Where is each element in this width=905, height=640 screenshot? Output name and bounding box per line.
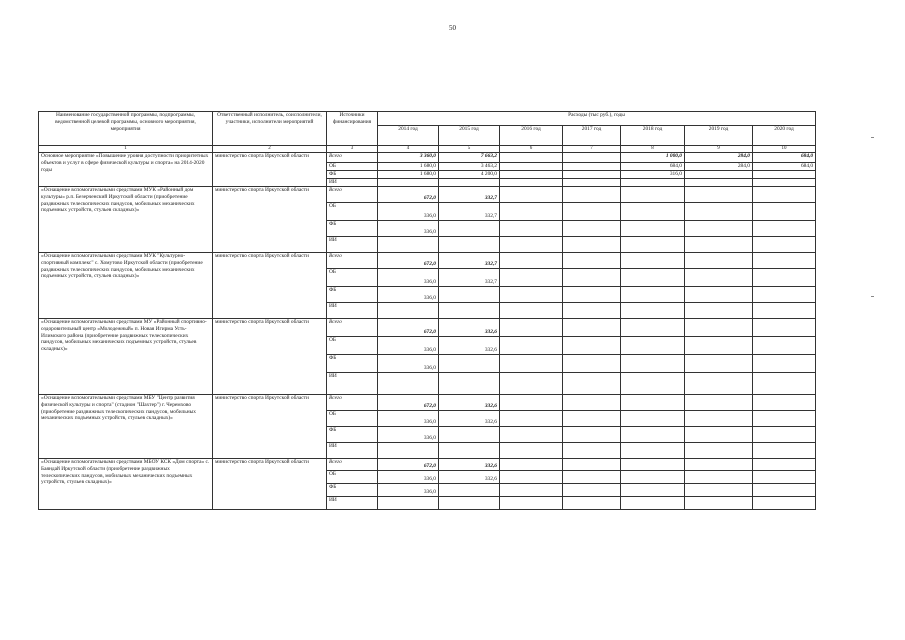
- event-name: «Оснащение вспомогательными средствами МУ «Районный спортивно-оздоровительный центр «Молодежный» п. Новая Игирма Усть-Илимского района (приобретение раздвижных телескопических пандусов, мобильных механических подъемных устройств, стульев складных)»: [39, 319, 213, 395]
- expense-value: [500, 319, 563, 337]
- expense-value: [621, 373, 685, 395]
- expense-value: [563, 203, 621, 221]
- expense-value: [753, 373, 816, 395]
- expense-value: [685, 203, 753, 221]
- funding-source: Всего: [327, 187, 378, 203]
- expense-value: [563, 237, 621, 253]
- event-executor: министерство спорта Иркутской области: [213, 253, 327, 319]
- event-name: «Оснащение вспомогательными средствами МБОУ КСК «Дом спорта» с. Баяндай Иркутской области (приобретение раздвижных телескопических пандусов, мобильных механических подъемных устройств, стульев складных)»: [39, 459, 213, 510]
- expense-value: 336,0: [378, 471, 439, 484]
- expense-value: [753, 303, 816, 319]
- expense-value: [685, 497, 753, 510]
- expense-value: [685, 253, 753, 269]
- column-number: 4: [378, 146, 439, 153]
- expense-value: [563, 355, 621, 373]
- column-number: 3: [327, 146, 378, 153]
- expense-value: [685, 427, 753, 443]
- funding-source: ИИ: [327, 179, 378, 187]
- expense-value: 672,0: [378, 395, 439, 411]
- column-number: 9: [685, 146, 753, 153]
- expense-value: 316,0: [621, 171, 685, 179]
- funding-source: ИИ: [327, 497, 378, 510]
- scan-mark: [871, 137, 874, 138]
- expense-value: 3 360,0: [378, 153, 439, 163]
- expense-value: [500, 337, 563, 355]
- expense-value: [500, 163, 563, 171]
- expense-value: [753, 395, 816, 411]
- expense-value: 672,0: [378, 459, 439, 471]
- expense-value: [621, 203, 685, 221]
- expense-value: [563, 459, 621, 471]
- expense-value: 332,6: [439, 395, 500, 411]
- funding-source: ФБ: [327, 355, 378, 373]
- header-year: 2019 год: [685, 126, 753, 146]
- expense-value: [500, 355, 563, 373]
- expense-value: [621, 471, 685, 484]
- header-sources: Источники финансирования: [327, 112, 378, 146]
- funding-source: ИИ: [327, 443, 378, 459]
- expense-value: [500, 171, 563, 179]
- funding-source: ОБ: [327, 269, 378, 287]
- column-number: 1: [39, 146, 213, 153]
- funding-source: Всего: [327, 253, 378, 269]
- event-executor: министерство спорта Иркутской области: [213, 187, 327, 253]
- expense-value: [500, 497, 563, 510]
- expense-value: [439, 355, 500, 373]
- expense-value: [563, 163, 621, 171]
- expense-value: 336,0: [378, 411, 439, 427]
- funding-source: ФБ: [327, 484, 378, 497]
- expense-value: 3 463,2: [439, 163, 500, 171]
- expense-value: [621, 395, 685, 411]
- expense-value: [685, 373, 753, 395]
- expense-value: 672,0: [378, 253, 439, 269]
- expense-value: [753, 337, 816, 355]
- column-number: 6: [500, 146, 563, 153]
- expense-value: 336,0: [378, 355, 439, 373]
- expense-value: [500, 303, 563, 319]
- expense-value: [685, 187, 753, 203]
- expense-value: [621, 269, 685, 287]
- expense-value: [685, 287, 753, 303]
- header-name: Наименование государственной программы, подпрограммы, ведомственной целевой программы, основного мероприятия, мероприятия: [39, 112, 213, 146]
- expense-value: [753, 203, 816, 221]
- expense-value: [378, 179, 439, 187]
- expense-value: [753, 287, 816, 303]
- expense-value: [563, 287, 621, 303]
- table-row: [39, 319, 816, 337]
- expense-value: [753, 253, 816, 269]
- funding-source: ФБ: [327, 287, 378, 303]
- expense-value: [753, 411, 816, 427]
- expense-value: [500, 153, 563, 163]
- event-executor: министерство спорта Иркутской области: [213, 319, 327, 395]
- header-year: 2018 год: [621, 126, 685, 146]
- expense-value: [500, 269, 563, 287]
- table-row: [39, 253, 816, 269]
- expense-value: [753, 269, 816, 287]
- expense-value: [621, 411, 685, 427]
- expense-value: [563, 373, 621, 395]
- funding-source: ОБ: [327, 163, 378, 171]
- expense-value: [563, 497, 621, 510]
- expense-value: [563, 171, 621, 179]
- expense-value: [500, 287, 563, 303]
- expense-value: 332,6: [439, 319, 500, 337]
- expense-value: [621, 221, 685, 237]
- expense-value: [621, 497, 685, 510]
- funding-source: ИИ: [327, 373, 378, 395]
- event-name: «Оснащение вспомогательными средствами МБУ "Центр развития физической культуры и спорта" (стадион "Шахтер") г. Черемхово (приобретение раздвижных телескопических пандусов, мобильных механических подъемных устройств, стульев складных)»: [39, 395, 213, 459]
- expense-value: [685, 411, 753, 427]
- expense-value: [753, 459, 816, 471]
- expense-value: [753, 171, 816, 179]
- expenses-table: [38, 111, 816, 510]
- expense-value: [563, 395, 621, 411]
- expense-value: 684,0: [621, 163, 685, 171]
- expense-value: 336,0: [378, 337, 439, 355]
- expense-value: 336,0: [378, 269, 439, 287]
- table-row: [39, 459, 816, 471]
- expense-value: [378, 237, 439, 253]
- column-number: 2: [213, 146, 327, 153]
- expense-value: 332,6: [439, 471, 500, 484]
- funding-source: ФБ: [327, 427, 378, 443]
- expense-value: [753, 355, 816, 373]
- expense-value: [439, 373, 500, 395]
- expense-value: [563, 153, 621, 163]
- expense-value: [439, 303, 500, 319]
- expense-value: 684,0: [753, 163, 816, 171]
- expense-value: [563, 253, 621, 269]
- column-number: 7: [563, 146, 621, 153]
- expense-value: [753, 443, 816, 459]
- header-year: 2020 год: [753, 126, 816, 146]
- expense-value: [378, 373, 439, 395]
- table-row: [39, 153, 816, 163]
- expense-value: [685, 221, 753, 237]
- expense-value: [378, 443, 439, 459]
- header-year: 2017 год: [563, 126, 621, 146]
- expense-value: [685, 319, 753, 337]
- expense-value: [439, 427, 500, 443]
- expense-value: [685, 395, 753, 411]
- expense-value: [563, 319, 621, 337]
- expense-value: [563, 443, 621, 459]
- expense-value: [621, 303, 685, 319]
- header-expenses: Расходы (тыс руб.), годы: [378, 112, 816, 126]
- expense-value: [563, 187, 621, 203]
- expense-value: [753, 471, 816, 484]
- expense-value: [439, 287, 500, 303]
- funding-source: ФБ: [327, 221, 378, 237]
- event-executor: министерство спорта Иркутской области: [213, 395, 327, 459]
- expense-value: [753, 484, 816, 497]
- expense-value: [500, 373, 563, 395]
- expense-value: [753, 221, 816, 237]
- expense-value: 672,0: [378, 187, 439, 203]
- expense-value: [500, 411, 563, 427]
- expense-value: [500, 443, 563, 459]
- expense-value: [685, 337, 753, 355]
- expense-value: [621, 337, 685, 355]
- expense-value: [563, 303, 621, 319]
- event-name: «Оснащение вспомогательными средствами МУК «Районный дом культуры» р.п. Безерченский Иркутской области (приобретение раздвижных телескопических пандусов, мобильных механических подъемных устройств, стульев складных)»: [39, 187, 213, 253]
- expense-value: [563, 337, 621, 355]
- column-number: 10: [753, 146, 816, 153]
- funding-source: ИИ: [327, 237, 378, 253]
- expense-value: 1 680,0: [378, 171, 439, 179]
- expense-value: [685, 443, 753, 459]
- table-row: [39, 187, 816, 203]
- expense-value: [563, 179, 621, 187]
- expense-value: [378, 497, 439, 510]
- event-executor: министерство спорта Иркутской области: [213, 459, 327, 510]
- column-number: 5: [439, 146, 500, 153]
- expense-value: [439, 443, 500, 459]
- expense-value: 336,0: [378, 484, 439, 497]
- expense-value: 332,7: [439, 203, 500, 221]
- expense-value: [563, 411, 621, 427]
- expense-value: [685, 471, 753, 484]
- event-name: Основное мероприятие «Повышение уровня доступности приоритетных объектов и услуг в сфере физической культуры и спорта» на 2014-2020 годы: [39, 153, 213, 187]
- expense-value: [500, 179, 563, 187]
- column-number: 8: [621, 146, 685, 153]
- expense-value: [753, 179, 816, 187]
- expense-value: [621, 253, 685, 269]
- expense-value: [500, 253, 563, 269]
- expense-value: [500, 395, 563, 411]
- expense-value: [563, 221, 621, 237]
- expense-value: 332,7: [439, 269, 500, 287]
- expense-value: [621, 237, 685, 253]
- expense-value: 1 680,0: [378, 163, 439, 171]
- expense-value: [563, 427, 621, 443]
- expense-value: 284,0: [685, 163, 753, 171]
- expense-value: 332,6: [439, 411, 500, 427]
- header-year: 2015 год: [439, 126, 500, 146]
- expense-value: 336,0: [378, 287, 439, 303]
- expense-value: [753, 427, 816, 443]
- expense-value: [563, 471, 621, 484]
- expense-value: 332,6: [439, 337, 500, 355]
- expense-value: [563, 484, 621, 497]
- expense-value: [439, 497, 500, 510]
- scan-mark: [871, 296, 874, 297]
- expense-value: [500, 427, 563, 443]
- expense-value: [753, 497, 816, 510]
- event-executor: министерство спорта Иркутской области: [213, 153, 327, 187]
- funding-source: ФБ: [327, 171, 378, 179]
- expense-value: [500, 221, 563, 237]
- funding-source: Всего: [327, 459, 378, 471]
- expense-value: [621, 287, 685, 303]
- expense-value: [500, 484, 563, 497]
- event-name: «Оснащение вспомогательными средствами МУК "Культурно-спортивный комплекс" с. Хомутово Иркутской области (приобретение раздвижных телескопических пандусов, мобильных механических подъемных устройств, стульев складных)»: [39, 253, 213, 319]
- expense-value: [621, 319, 685, 337]
- funding-source: ОБ: [327, 337, 378, 355]
- expense-value: [685, 269, 753, 287]
- expense-value: [439, 484, 500, 497]
- expense-value: [685, 355, 753, 373]
- header-executor: Ответственный исполнитель, соисполнители, участники, исполнители мероприятий: [213, 112, 327, 146]
- expense-value: [378, 303, 439, 319]
- expense-value: [500, 237, 563, 253]
- expense-value: 336,0: [378, 221, 439, 237]
- expense-value: [500, 459, 563, 471]
- header-year: 2016 год: [500, 126, 563, 146]
- funding-source: ОБ: [327, 203, 378, 221]
- funding-source: ОБ: [327, 471, 378, 484]
- expense-value: [685, 237, 753, 253]
- expense-value: [685, 459, 753, 471]
- expense-value: [621, 179, 685, 187]
- expense-value: [621, 443, 685, 459]
- expense-value: 332,7: [439, 253, 500, 269]
- expense-value: 284,0: [685, 153, 753, 163]
- expense-value: [500, 471, 563, 484]
- funding-source: Всего: [327, 395, 378, 411]
- expense-value: [621, 355, 685, 373]
- expense-value: [753, 237, 816, 253]
- expense-value: 672,0: [378, 319, 439, 337]
- expense-value: 332,7: [439, 187, 500, 203]
- expense-value: [439, 221, 500, 237]
- expense-value: [500, 203, 563, 221]
- expense-value: 7 663,2: [439, 153, 500, 163]
- expense-value: [685, 484, 753, 497]
- expense-value: [621, 484, 685, 497]
- expense-value: [439, 179, 500, 187]
- expense-value: 336,0: [378, 203, 439, 221]
- page-number: 50: [449, 24, 456, 32]
- expense-value: [753, 187, 816, 203]
- funding-source: Всего: [327, 153, 378, 163]
- expense-value: [621, 459, 685, 471]
- funding-source: ИИ: [327, 303, 378, 319]
- expense-value: [621, 427, 685, 443]
- expense-value: [753, 319, 816, 337]
- expense-value: 1 000,0: [621, 153, 685, 163]
- expense-value: [439, 237, 500, 253]
- funding-source: ОБ: [327, 411, 378, 427]
- expense-value: [500, 187, 563, 203]
- expense-value: 336,0: [378, 427, 439, 443]
- expense-value: [685, 179, 753, 187]
- header-year: 2014 год: [378, 126, 439, 146]
- table-row: [39, 395, 816, 411]
- expense-value: 4 200,0: [439, 171, 500, 179]
- funding-source: Всего: [327, 319, 378, 337]
- expense-value: [563, 269, 621, 287]
- expense-value: [685, 303, 753, 319]
- expense-value: 332,6: [439, 459, 500, 471]
- expense-value: [621, 187, 685, 203]
- expense-value: [685, 171, 753, 179]
- expense-value: 684,0: [753, 153, 816, 163]
